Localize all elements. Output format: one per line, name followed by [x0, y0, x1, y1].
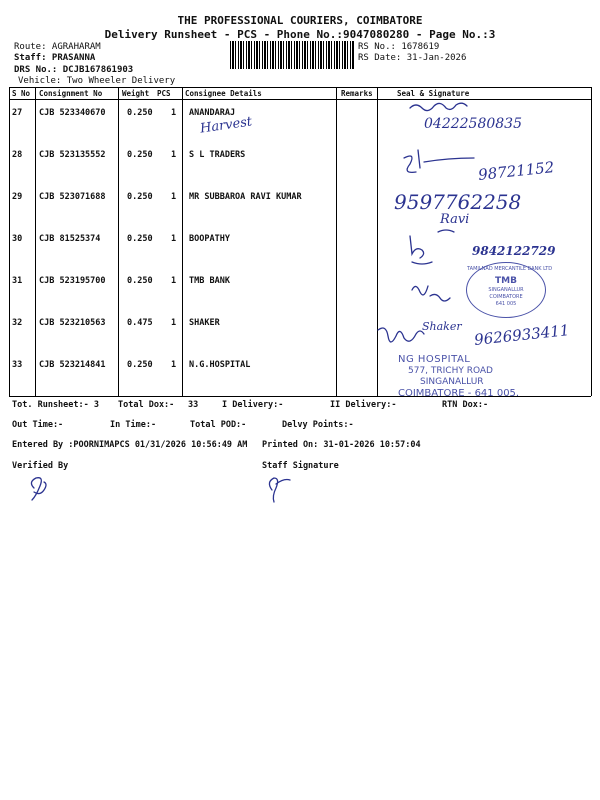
col-sno: S No [12, 89, 31, 98]
cell-consignee: S L TRADERS [189, 150, 246, 160]
total-dox-label: Total Dox:- [118, 400, 175, 410]
handwritten-phone: 98721152 [477, 158, 556, 184]
drs-number: DRS No.: DCJB167861903 [14, 65, 134, 75]
signature-scribble [404, 150, 474, 172]
cell-sno: 28 [12, 150, 23, 160]
vehicle-label: Vehicle: Two Wheeler Delivery [18, 76, 176, 86]
cell-weight: 0.250 [127, 192, 153, 202]
in-time: In Time:- [110, 420, 157, 430]
route-label: Route: AGRAHARAM [14, 42, 101, 52]
verified-by-label: Verified By [12, 461, 69, 471]
stamp-text: NG HOSPITAL [398, 354, 471, 365]
cell-pcs: 1 [171, 318, 177, 328]
rtn-dox: RTN Dox:- [442, 400, 489, 410]
bank-stamp [466, 262, 553, 318]
printed-on: Printed On: 31-01-2026 10:57:04 [262, 440, 421, 450]
handwritten-remark: Harvest [199, 114, 254, 137]
col-consignment: Consignment No [39, 89, 103, 98]
cell-sno: 30 [12, 234, 23, 244]
cell-weight: 0.250 [127, 150, 153, 160]
cell-consignment: CJB 523071688 [39, 192, 106, 202]
i-delivery: I Delivery:- [222, 400, 284, 410]
cell-pcs: 1 [171, 150, 177, 160]
total-dox-value: 33 [188, 400, 199, 410]
cell-weight: 0.250 [127, 276, 153, 286]
stamp-text: SINGANALLUR [488, 287, 524, 293]
stamp-text: 577, TRICHY ROAD [408, 366, 493, 376]
col-pcs: PCS [157, 89, 171, 98]
handwritten-note: Ravi [440, 212, 470, 227]
cell-pcs: 1 [171, 360, 177, 370]
col-seal-signature: Seal & Signature [397, 89, 470, 98]
company-title: THE PROFESSIONAL COURIERS, COIMBATORE [177, 14, 423, 27]
signature-scribble [412, 286, 450, 301]
total-pod: Total POD:- [190, 420, 247, 430]
entered-by: Entered By :POORNIMAPCS 01/31/2026 10:56:49 AM [12, 440, 248, 450]
staff-signature [269, 478, 290, 502]
cell-sno: 27 [12, 108, 23, 118]
cell-consignment: CJB 523214841 [39, 360, 106, 370]
rs-number: RS No.: 1678619 [358, 42, 440, 52]
cell-consignee: N.G.HOSPITAL [189, 360, 251, 370]
ii-delivery: II Delivery:- [330, 400, 397, 410]
staff-signature-label: Staff Signature [262, 461, 339, 471]
cell-pcs: 1 [171, 276, 177, 286]
signature-scribble [378, 328, 424, 342]
cell-consignment: CJB 523195700 [39, 276, 106, 286]
staff-label: Staff: PRASANNA [14, 53, 96, 63]
cell-consignment: CJB 523210563 [39, 318, 106, 328]
stamp-text: 641 005 [495, 301, 517, 307]
out-time: Out Time:- [12, 420, 64, 430]
cell-consignee: BOOPATHY [189, 234, 230, 244]
cell-weight: 0.475 [127, 318, 153, 328]
stamp-ring-text: TAMILNAD MERCANTILE BANK LTD [467, 266, 553, 272]
cell-weight: 0.250 [127, 234, 153, 244]
cell-pcs: 1 [171, 192, 177, 202]
handwritten-phone: 9842122729 [472, 244, 556, 258]
cell-consignee: SHAKER [189, 318, 220, 328]
cell-consignee: MR SUBBAROA RAVI KUMAR [189, 192, 302, 202]
tot-runsheet: Tot. Runsheet:- 3 [12, 400, 99, 410]
handwritten-note: Shaker [422, 320, 462, 333]
stamp-text: COIMBATORE - 641 005. [398, 388, 520, 399]
cell-weight: 0.250 [127, 360, 153, 370]
delvy-points: Delvy Points:- [282, 420, 354, 430]
cell-consignment: CJB 523135552 [39, 150, 106, 160]
stamp-text: TMB [495, 276, 517, 286]
handwritten-phone: 9597762258 [394, 190, 522, 214]
col-weight: Weight [122, 89, 150, 98]
stamp-text: COIMBATORE [489, 294, 523, 300]
cell-sno: 31 [12, 276, 23, 286]
col-consignee: Consignee Details [185, 89, 262, 98]
signature-scribble [438, 230, 454, 232]
cell-pcs: 1 [171, 108, 177, 118]
cell-consignee: TMB BANK [189, 276, 230, 286]
cell-consignment: CJB 81525374 [39, 234, 101, 244]
handwritten-phone: 9626933411 [473, 321, 571, 349]
signature-scribble [410, 236, 432, 264]
cell-consignment: CJB 523340670 [39, 108, 106, 118]
cell-pcs: 1 [171, 234, 177, 244]
stamp-text: SINGANALLUR [420, 377, 484, 387]
cell-sno: 29 [12, 192, 23, 202]
cell-sno: 32 [12, 318, 23, 328]
handwritten-phone: 04222580835 [424, 116, 522, 132]
col-remarks: Remarks [341, 89, 373, 98]
cell-weight: 0.250 [127, 108, 153, 118]
runsheet-subtitle: Delivery Runsheet - PCS - Phone No.:9047080280 - Page No.:3 [104, 28, 496, 41]
cell-sno: 33 [12, 360, 23, 370]
rs-date: RS Date: 31-Jan-2026 [358, 53, 467, 63]
signature-scribble [410, 103, 467, 110]
cell-consignee: ANANDARAJ [189, 108, 236, 118]
verified-signature [31, 478, 46, 500]
